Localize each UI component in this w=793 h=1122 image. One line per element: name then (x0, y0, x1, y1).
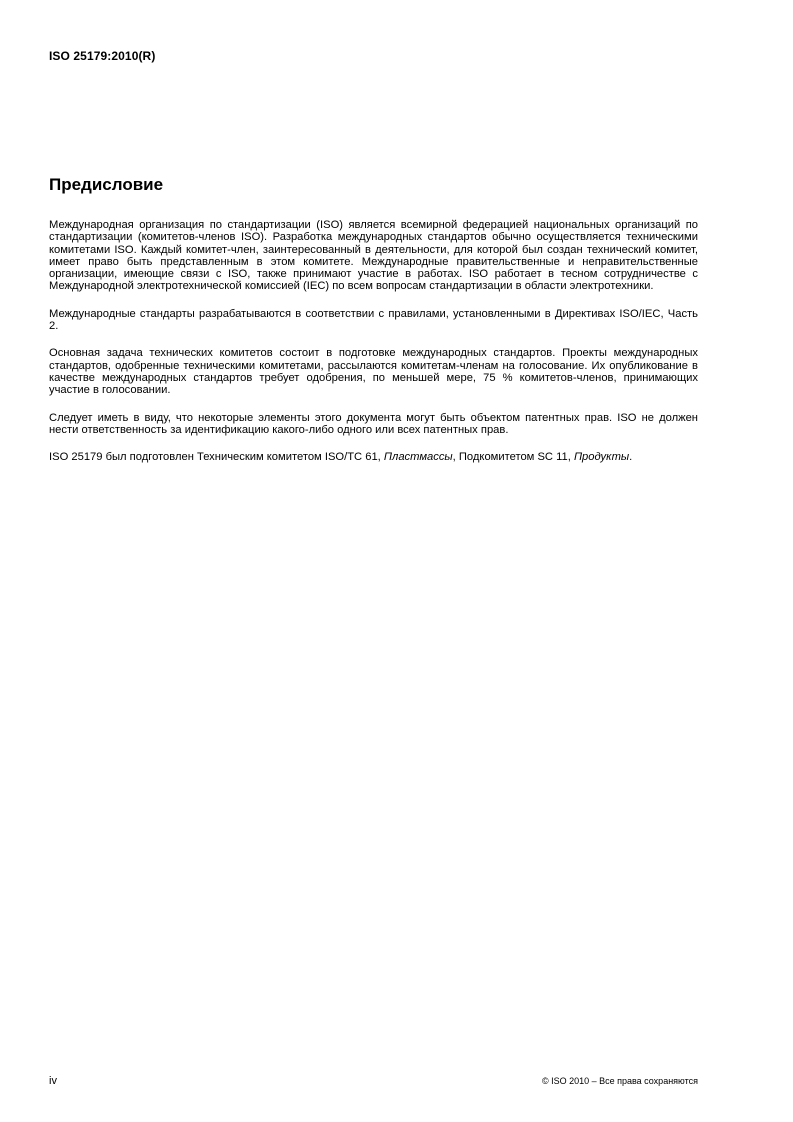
subcommittee-name: Продукты (573, 451, 630, 464)
prepared-by-suffix: . (629, 451, 633, 464)
foreword-title: Предисловие (49, 175, 164, 194)
paragraph-patent-rights: Следует иметь в виду, что некоторые элементы этого документа могут быть объектом патентных прав. ISO не должен нести ответственность за идентификацию какого-либо одного или всех патентных прав. (49, 411, 698, 436)
document-id: ISO 25179:2010(R) (49, 49, 156, 63)
foreword-body (49, 219, 698, 478)
committee-name: Пластмассы (383, 451, 453, 464)
paragraph-iso-organization: Международная организация по стандартизации (ISO) является всемирной федерацией национальных организаций по стандартизации (комитетов-членов ISO). Разработка международных стандартов обычно осуществляется техническими комитетами ISO. Каждый комитет-член, заинтересованный в деятельности, для которой был создан технический комитет, имеет право быть представленным в этом комитете. Международные правительственные и неправительственные организации, имеющие связи с ISO, также принимают участие в работах. ISO работает в тесном сотрудничестве с Международной электротехнической комиссией (IEC) по всем вопросам стандартизации в области электротехники. (49, 219, 698, 293)
prepared-by-middle: , Подкомитетом SC 11, (452, 451, 574, 464)
copyright-notice: © ISO 2010 – Все права сохраняются (541, 1076, 698, 1086)
page-number: iv (49, 1075, 57, 1087)
paragraph-prepared-by (49, 451, 698, 463)
prepared-by-prefix: ISO 25179 был подготовлен Техническим комитетом ISO/TC 61, (49, 451, 384, 464)
paragraph-directives: Международные стандарты разрабатываются в соответствии с правилами, установленными в Директивах ISO/IEC, Часть 2. (49, 307, 698, 333)
paragraph-committee-task: Основная задача технических комитетов состоит в подготовке международных стандартов. Проекты международных стандартов, одобренные техническими комитетами, рассылаются комитетам-членам на голосование. Их опубликование в качестве международных стандартов требует одобрения, по меньшей мере, 75 % комитетов-членов, принимающих участие в голосовании. (49, 347, 698, 397)
